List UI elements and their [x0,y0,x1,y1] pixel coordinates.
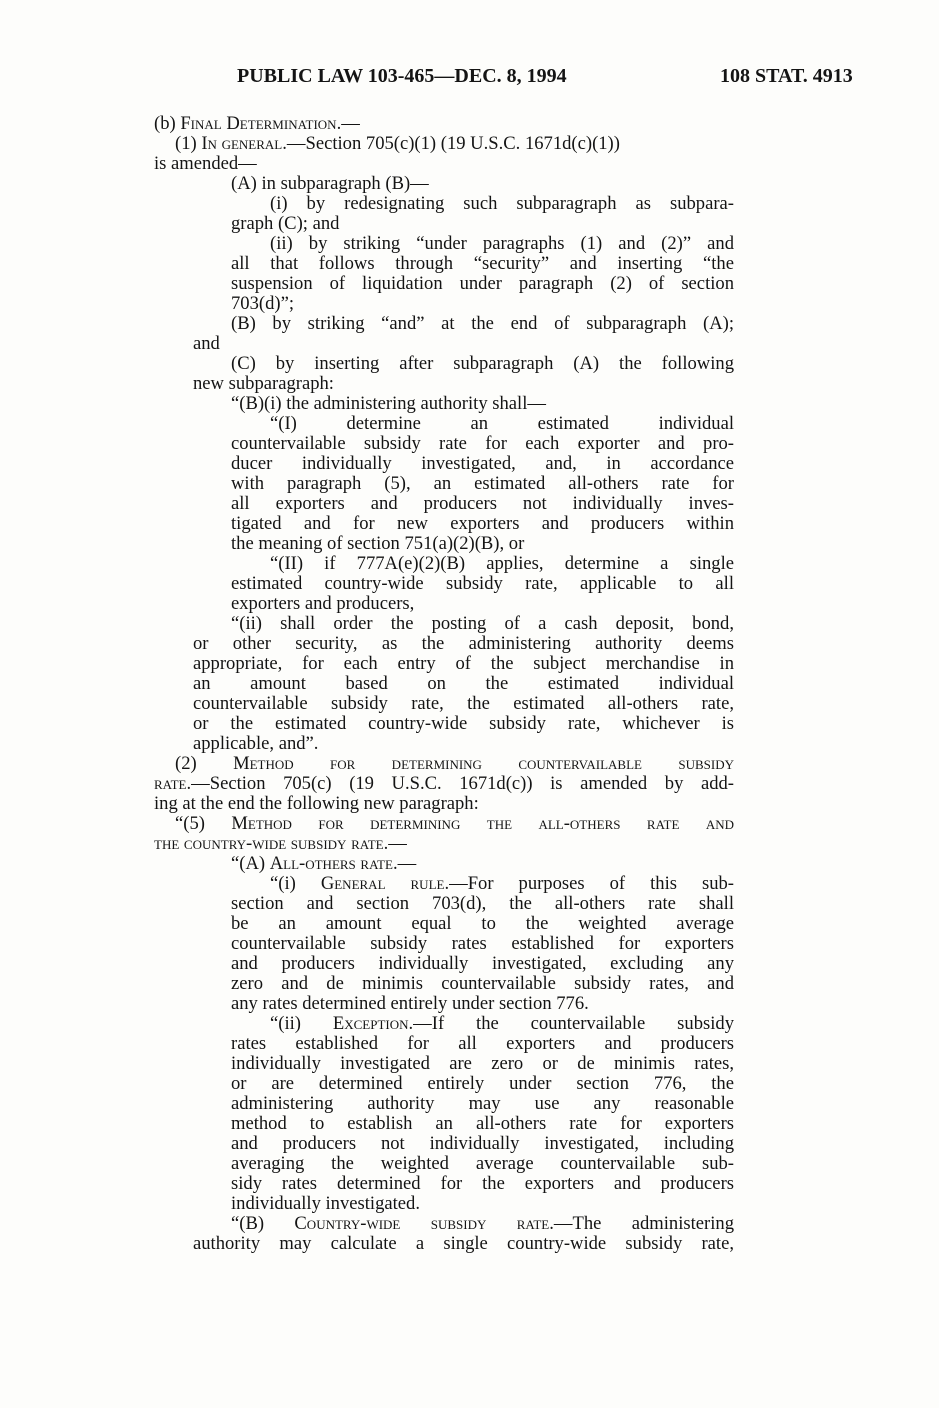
text-run: .— [383,833,407,854]
small-caps-heading: In general [201,133,283,154]
text-line [270,1014,734,1034]
text-line [231,954,734,974]
text-run: (i) by redesignating such subparagraph as subpara- [270,193,734,214]
text-run: rates established for all exporters and producers [231,1033,734,1054]
text-line [154,794,479,814]
text-line [231,934,734,954]
text-run: countervailable subsidy rates established for exporters [231,933,734,954]
text-run: .—If the countervailable subsidy [408,1013,734,1034]
text-line [231,454,734,474]
text-run: (b) [154,113,181,134]
text-run: estimated country-wide subsidy rate, applicable to all [231,573,734,594]
text-run: ing at the end the following new paragraph: [154,793,479,814]
text-run: countervailable subsidy rate, the estimated all-others rate, [193,693,734,714]
text-line [193,674,734,694]
text-line [231,1074,734,1094]
text-line [270,414,734,434]
text-line [270,234,734,254]
text-line [231,1214,734,1234]
text-run: administering authority may use any reasonable [231,1093,734,1114]
text-line [231,1194,420,1214]
text-run: graph (C); and [231,213,340,234]
stat-page-number: 108 STAT. 4913 [720,65,853,87]
text-run: “(ii) shall order the posting of a cash deposit, bond, [231,613,734,634]
text-line [154,154,257,174]
small-caps-heading: Exception [332,1013,409,1034]
text-run: applicable, and”. [193,733,319,754]
text-line [231,494,734,514]
text-run: .—Section 705(c)(1) (19 U.S.C. 1671d(c)(1)) [282,133,620,154]
text-run: and producers not individually investigated, including [231,1133,734,1154]
text-run: zero and de minimis countervailable subsidy rates, and [231,973,734,994]
text-run: all exporters and producers not individually inves- [231,493,734,514]
text-line [231,1114,734,1134]
text-line [231,1094,734,1114]
small-caps-heading: Method for determining countervailable subsidy [233,753,734,774]
small-caps-heading: Country-wide subsidy rate [294,1213,550,1234]
small-caps-heading: General rule [320,873,445,894]
text-run: “(i) [270,873,321,894]
text-line [175,134,620,154]
text-line [231,1034,734,1054]
text-line [193,734,318,754]
text-line [231,514,734,534]
small-caps-heading: Final Determination [180,113,337,134]
text-run: exporters and producers, [231,593,415,614]
text-run: averaging the weighted average countervailable sub- [231,1153,734,1174]
text-line [231,574,734,594]
small-caps-heading: rate [154,773,187,794]
text-run: and producers individually investigated, excluding any [231,953,734,974]
text-run: ducer individually investigated, and, in accordance [231,453,734,474]
text-run: “(A) [231,853,270,874]
text-run: .— [392,853,417,874]
text-run: .—Section 705(c) (19 U.S.C. 1671d(c)) is amended by add- [186,773,734,794]
text-line [231,594,414,614]
text-line [193,374,334,394]
text-run: “(5) [175,813,232,834]
text-line [175,754,734,774]
text-line [231,474,734,494]
text-line [193,634,734,654]
text-run: .—For purposes of this sub- [444,873,734,894]
text-line [231,1174,734,1194]
text-run: method to establish an all-others rate for exporters [231,1113,734,1134]
text-line [231,354,734,374]
text-run: (B) by striking “and” at the end of subparagraph (A); [231,313,734,334]
text-line [193,714,734,734]
text-run: (2) [175,753,234,774]
text-line [231,1134,734,1154]
text-run: the meaning of section 751(a)(2)(B), or [231,533,525,554]
text-run: (1) [175,133,202,154]
text-run: (ii) by striking “under paragraphs (1) and (2)” and [270,233,734,254]
text-run: “(B)(i) the administering authority shall— [231,393,546,414]
text-run: sidy rates determined for the exporters and producers [231,1173,734,1194]
text-run: (C) by inserting after subparagraph (A) the following [231,353,734,374]
text-line [231,614,734,634]
text-run: “(I) determine an estimated individual [270,413,734,434]
text-run: .—The administering [549,1213,734,1234]
text-line [231,274,734,294]
text-line [175,814,734,834]
small-caps-heading: Method for determining the all-others rate and [231,813,734,834]
text-run: new subparagraph: [193,373,334,394]
text-run: tigated and for new exporters and producers within [231,513,734,534]
text-line [270,554,734,574]
text-run: countervailable subsidy rate for each exporter and pro- [231,433,734,454]
text-line [270,194,734,214]
text-line [270,874,734,894]
text-run: any rates determined entirely under section 776. [231,993,589,1014]
text-line [231,534,524,554]
small-caps-heading: the country-wide subsidy rate [154,833,384,854]
text-line [231,214,339,234]
text-line [193,1234,734,1254]
text-line [231,294,294,314]
text-line [231,974,734,994]
text-run: is amended— [154,153,257,174]
small-caps-heading: All-others rate [269,853,393,874]
text-line [231,434,734,454]
text-run: “(B) [231,1213,295,1234]
text-run: (A) in subparagraph (B)— [231,173,429,194]
text-line [154,834,407,854]
text-run: .— [336,113,360,134]
running-head: PUBLIC LAW 103-465—DEC. 8, 1994 [237,65,567,87]
text-line [193,654,734,674]
text-line [193,334,220,354]
text-line [231,854,416,874]
text-line [231,894,734,914]
text-line [231,254,734,274]
text-line [231,1054,734,1074]
text-run: individually investigated are zero or de minimis rates, [231,1053,734,1074]
text-run: 703(d)”; [231,293,294,314]
text-line [231,314,734,334]
text-line [154,774,734,794]
text-run: and [193,333,220,354]
text-line [231,174,429,194]
text-run: “(II) if 777A(e)(2)(B) applies, determine a single [270,553,734,574]
text-run: appropriate, for each entry of the subject merchandise in [193,653,734,674]
text-line [231,1154,734,1174]
text-run: an amount based on the estimated individual [193,673,734,694]
text-run: suspension of liquidation under paragraph (2) of section [231,273,734,294]
text-run: authority may calculate a single country-wide subsidy rate, [193,1233,734,1254]
text-line [231,994,589,1014]
text-run: section and section 703(d), the all-others rate shall [231,893,734,914]
text-line [231,394,546,414]
text-run: “(ii) [270,1013,333,1034]
text-run: be an amount equal to the weighted average [231,913,734,934]
text-run: all that follows through “security” and inserting “the [231,253,734,274]
text-line [231,914,734,934]
text-line [193,694,734,714]
text-run: or other security, as the administering authority deems [193,633,734,654]
text-run: or the estimated country-wide subsidy rate, whichever is [193,713,734,734]
text-run: individually investigated. [231,1193,421,1214]
text-run: with paragraph (5), an estimated all-others rate for [231,473,734,494]
text-line [154,114,360,134]
text-run: or are determined entirely under section 776, the [231,1073,734,1094]
